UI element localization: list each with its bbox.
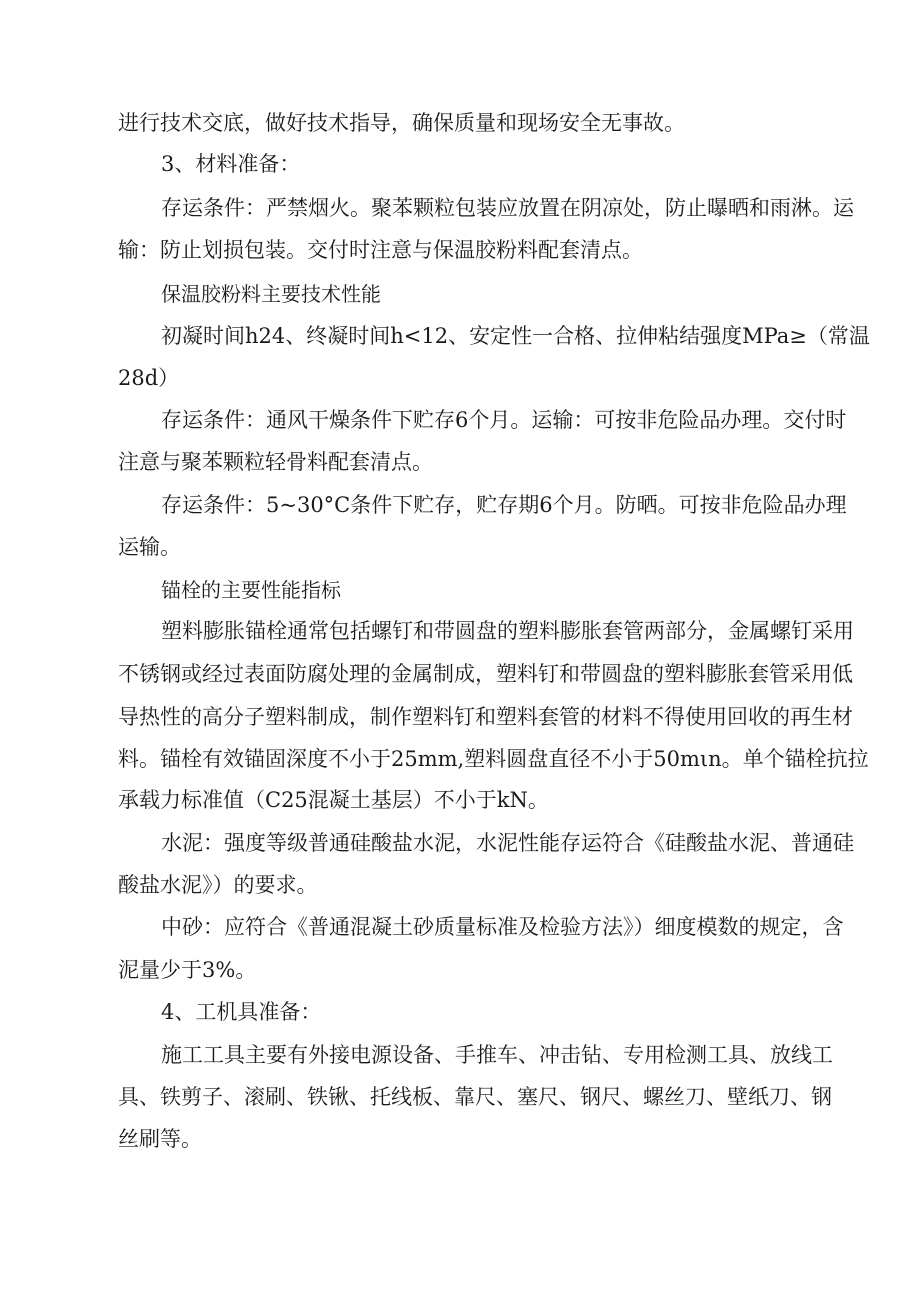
text-line-25: 丝刷等。	[118, 1127, 202, 1151]
text-line-17: 承载力标准值（C25混凝土基层）不小于kN。	[118, 788, 549, 812]
text-line-1: 进行技术交底，做好技术指导，确保质量和现场安全无事故。	[118, 111, 685, 135]
text-line-14: 不锈钢或经过表面防腐处理的金属制成，塑料钉和带圆盘的塑料膨胀套管采用低	[118, 662, 853, 686]
text-line-18: 水泥：强度等级普通硅酸盐水泥，水泥性能存运符合《硅酸盐水泥、普通硅	[161, 831, 854, 855]
section-heading-tools: 4、工机具准备：	[161, 1000, 322, 1024]
text-line-23: 施工工具主要有外接电源设备、手推车、冲击钻、专用检测工具、放线工	[161, 1043, 833, 1067]
text-line-16: 料。锚栓有效锚固深度不小于25mm,塑料圆盘直径不小于50mιn。单个锚栓抗拉	[118, 747, 869, 771]
text-line-3: 存运条件：严禁烟火。聚苯颗粒包装应放置在阴凉处，防止曝晒和雨淋。运	[161, 196, 854, 220]
text-line-24: 具、铁剪子、滚刷、铁锹、托线板、靠尺、塞尺、钢尺、螺丝刀、壁纸刀、钢	[118, 1085, 832, 1109]
text-line-15: 导热性的高分子塑料制成，制作塑料钉和塑料套管的材料不得使用回收的再生材	[118, 705, 853, 729]
text-line-10: 存运条件：5~30°C条件下贮存，贮存期6个月。防晒。可按非危险品办理	[161, 493, 847, 517]
text-line-4: 输：防止划损包装。交付时注意与保温胶粉料配套清点。	[118, 238, 643, 262]
section-heading-materials: 3、材料准备：	[161, 152, 301, 176]
text-line-13: 塑料膨胀锚栓通常包括螺钉和带圆盘的塑料膨胀套管两部分，金属螺钉采用	[161, 619, 854, 643]
text-line-20: 中砂：应符合《普通混凝土砂质量标准及检验方法》）细度模数的规定，含	[161, 915, 844, 939]
text-line-11: 运输。	[118, 535, 181, 559]
text-line-21: 泥量少于3%。	[118, 958, 257, 982]
text-line-8: 存运条件：通风干燥条件下贮存6个月。运输：可按非危险品办理。交付时	[161, 408, 847, 432]
text-line-9: 注意与聚苯颗粒轻骨料配套清点。	[118, 450, 433, 474]
text-line-6: 初凝时间h24、终凝时间h<12、安定性一合格、拉伸粘结强度MPa≥（常温	[161, 324, 870, 348]
text-line-19: 酸盐水泥》）的要求。	[118, 873, 318, 897]
subheading-anchor-performance: 锚栓的主要性能指标	[161, 578, 341, 602]
text-line-7: 28d）	[118, 366, 180, 390]
subheading-insulation-powder: 保温胶粉料主要技术性能	[161, 282, 381, 306]
